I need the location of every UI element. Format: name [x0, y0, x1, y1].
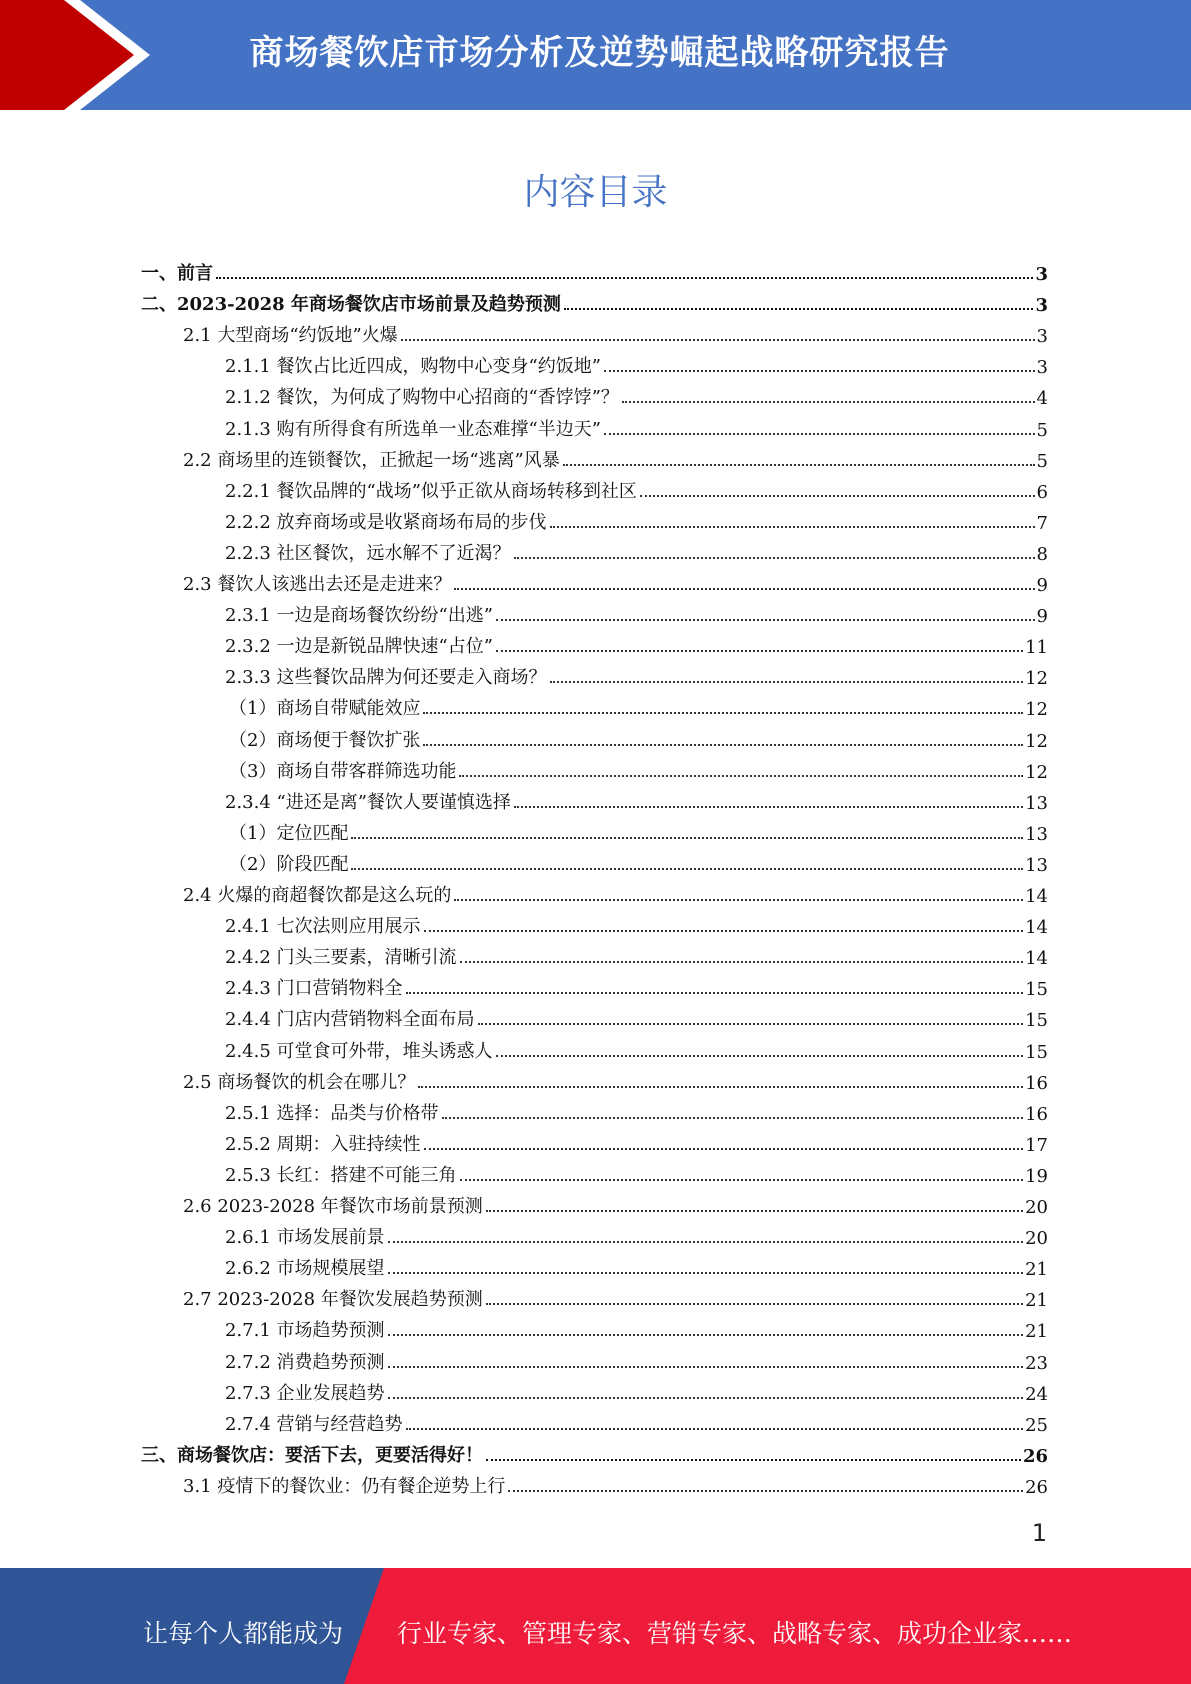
- toc-entry-page: 26: [1022, 1445, 1048, 1467]
- toc-entry[interactable]: [183, 1063, 1048, 1094]
- report-title: 商场餐饮店市场分析及逆势崛起战略研究报告: [249, 33, 950, 73]
- toc-entry-page: 14: [1025, 886, 1048, 907]
- toc-entry-label: 2.4.1 七次法则应用展示: [225, 916, 421, 938]
- toc-entry-label: 2.1 大型商场“约饭地”火爆: [183, 325, 398, 347]
- toc-entry-label: 2.6.1 市场发展前景: [225, 1227, 385, 1249]
- page-header: [0, 0, 1191, 110]
- toc-entry[interactable]: [225, 503, 1048, 534]
- toc-entry-label: 2.7.1 市场趋势预测: [225, 1320, 385, 1342]
- toc-entry-page: 14: [1025, 917, 1048, 939]
- toc-entry-label: 2.3.4 “进还是离”餐饮人要谨慎选择: [225, 791, 511, 813]
- toc-entry-page: 26: [1025, 1476, 1048, 1498]
- toc-entry-page: 23: [1025, 1352, 1048, 1374]
- toc-entry-label: 一、前言: [141, 263, 213, 284]
- toc-entry-page: 5: [1036, 450, 1048, 472]
- toc-dot-leader: [550, 681, 1024, 683]
- toc-entry-page: 21: [1025, 1321, 1048, 1343]
- page-number: 1: [1031, 1519, 1047, 1547]
- toc-dot-leader: [604, 370, 1035, 372]
- toc-entry[interactable]: [183, 565, 1048, 596]
- toc-dot-leader: [351, 837, 1023, 839]
- toc-entry-label: 2.5 商场餐饮的机会在哪儿？: [183, 1071, 416, 1093]
- toc-dot-leader: [550, 526, 1035, 528]
- toc-entry[interactable]: [183, 876, 1048, 907]
- toc-dot-leader: [496, 619, 1035, 621]
- toc-dot-leader: [640, 495, 1035, 497]
- toc-entry[interactable]: [225, 1032, 1048, 1063]
- toc-entry-page: 12: [1025, 668, 1048, 690]
- toc-entry[interactable]: [225, 472, 1048, 503]
- toc-entry-label: （1）定位匹配: [229, 822, 349, 844]
- toc-entry-label: （3）商场自带客群筛选功能: [229, 760, 457, 782]
- toc-entry-page: 20: [1025, 1228, 1048, 1250]
- toc-dot-leader: [459, 775, 1023, 777]
- toc-dot-leader: [351, 868, 1023, 870]
- toc-dot-leader: [514, 806, 1023, 808]
- toc-entry-label: 2.7 2023-2028 年餐饮发展趋势预测: [183, 1289, 483, 1311]
- toc-entry[interactable]: [225, 938, 1048, 969]
- toc-entry-label: 2.3.1 一边是商场餐饮纷纷“出逃”: [225, 605, 493, 627]
- toc-entry[interactable]: [225, 1374, 1048, 1405]
- toc-entry[interactable]: [229, 814, 1048, 845]
- toc-entry[interactable]: [141, 254, 1048, 285]
- toc-entry[interactable]: [225, 347, 1048, 378]
- toc-dot-leader: [454, 899, 1023, 901]
- toc-entry[interactable]: [183, 1187, 1048, 1218]
- toc-dot-leader: [423, 712, 1023, 714]
- toc-dot-leader: [563, 464, 1035, 466]
- toc-dot-leader: [508, 1490, 1023, 1492]
- toc-dot-leader: [460, 961, 1024, 963]
- toc-entry[interactable]: [229, 752, 1048, 783]
- toc-entry-page: 3: [1036, 326, 1048, 348]
- toc-entry[interactable]: [183, 316, 1048, 347]
- toc-entry[interactable]: [229, 689, 1048, 720]
- toc-entry[interactable]: [225, 1125, 1048, 1156]
- toc-entry-label: 2.5.3 长红：搭建不可能三角: [225, 1164, 457, 1186]
- toc-entry-page: 15: [1025, 979, 1048, 1001]
- toc-entry-label: 2.3.2 一边是新锐品牌快速“占位”: [225, 636, 493, 658]
- toc-dot-leader: [460, 1179, 1024, 1181]
- toc-entry-label: 2.2.3 社区餐饮，远水解不了近渴？: [225, 542, 511, 564]
- toc-dot-leader: [423, 744, 1023, 746]
- toc-entry-label: （2）阶段匹配: [229, 853, 349, 875]
- toc-entry[interactable]: [225, 1000, 1048, 1031]
- toc-entry-page: 16: [1025, 1072, 1048, 1094]
- toc-entry-label: 2.2.1 餐饮品牌的“战场”似乎正欲从商场转移到社区: [225, 480, 637, 502]
- toc-entry-page: 15: [1025, 1010, 1048, 1032]
- toc-entry-label: 2.1.3 购有所得食有所选单一业态难撑“半边天”: [225, 418, 601, 440]
- toc-entry-label: 2.2 商场里的连锁餐饮，正掀起一场“逃离”风暴: [183, 449, 560, 471]
- toc-entry-page: 13: [1025, 854, 1048, 876]
- toc-dot-leader: [216, 277, 1033, 279]
- toc-entry[interactable]: [225, 1405, 1048, 1436]
- toc-dot-leader: [406, 992, 1024, 994]
- toc-title: 内容目录: [523, 172, 668, 213]
- toc-entry[interactable]: [141, 1436, 1048, 1467]
- toc-entry-page: 12: [1025, 761, 1048, 783]
- toc-entry-label: 2.7.3 企业发展趋势: [225, 1382, 385, 1404]
- toc-dot-leader: [442, 1117, 1024, 1119]
- toc-entry-page: 9: [1036, 606, 1048, 628]
- toc-dot-leader: [486, 1303, 1023, 1305]
- toc-entry-page: 3: [1036, 357, 1048, 379]
- toc-entry[interactable]: [225, 783, 1048, 814]
- toc-entry-page: 16: [1025, 1103, 1048, 1125]
- toc-entry[interactable]: [225, 1218, 1048, 1249]
- toc-dot-leader: [478, 1023, 1024, 1025]
- toc-entry-label: （2）商场便于餐饮扩张: [229, 729, 421, 751]
- toc-dot-leader: [406, 1428, 1024, 1430]
- toc-entry-page: 19: [1025, 1165, 1048, 1187]
- footer-slogan-right: 行业专家、管理专家、营销专家、战略专家、成功企业家……: [397, 1619, 1073, 1648]
- toc-entry-label: 2.5.2 周期：入驻持续性: [225, 1133, 421, 1155]
- toc-entry[interactable]: [225, 1249, 1048, 1280]
- toc-entry[interactable]: [225, 658, 1048, 689]
- toc-entry[interactable]: [225, 907, 1048, 938]
- toc-entry-page: 3: [1035, 264, 1048, 285]
- toc-entry-label: 2.5.1 选择：品类与价格带: [225, 1102, 439, 1124]
- toc-entry-label: 2.4.4 门店内营销物料全面布局: [225, 1009, 475, 1031]
- toc-entry-label: 2.4.5 可堂食可外带，堆头诱惑人: [225, 1040, 493, 1062]
- toc-dot-leader: [388, 1397, 1024, 1399]
- toc-entry[interactable]: [229, 845, 1048, 876]
- toc-entry-page: 12: [1025, 730, 1048, 752]
- toc-dot-leader: [418, 1086, 1023, 1088]
- toc-entry-page: 7: [1036, 512, 1048, 534]
- toc-entry-label: 2.6 2023-2028 年餐饮市场前景预测: [183, 1196, 483, 1217]
- toc-entry-page: 9: [1036, 575, 1048, 596]
- toc-entry-page: 13: [1025, 823, 1048, 845]
- toc-entry[interactable]: [183, 1280, 1048, 1311]
- toc-entry-label: （1）商场自带赋能效应: [229, 698, 421, 720]
- toc-entry-label: 2.7.4 营销与经营趋势: [225, 1413, 403, 1435]
- toc-entry-label: 2.4.3 门口营销物料全: [225, 978, 403, 1000]
- toc-entry-label: 2.3.3 这些餐饮品牌为何还要走入商场？: [225, 667, 547, 689]
- toc-entry-label: 2.1.1 餐饮占比近四成，购物中心变身“约饭地”: [225, 356, 601, 378]
- toc-dot-leader: [496, 650, 1023, 652]
- toc-dot-leader: [622, 401, 1035, 403]
- toc-entry-page: 21: [1025, 1259, 1048, 1281]
- toc-dot-leader: [496, 1055, 1024, 1057]
- toc-dot-leader: [486, 1210, 1023, 1212]
- toc-dot-leader: [424, 1148, 1024, 1150]
- toc-entry[interactable]: [225, 627, 1048, 658]
- toc-entry[interactable]: [225, 1156, 1048, 1187]
- toc-dot-leader: [604, 433, 1035, 435]
- toc-dot-leader: [388, 1334, 1024, 1336]
- toc-entry[interactable]: [225, 534, 1048, 565]
- toc-dot-leader: [486, 1459, 1021, 1461]
- toc-entry-label: 2.4 火爆的商超餐饮都是这么玩的: [183, 885, 452, 906]
- toc-dot-leader: [388, 1272, 1024, 1274]
- toc-entry-page: 4: [1036, 388, 1048, 410]
- toc-entry[interactable]: [225, 378, 1048, 409]
- toc-entry[interactable]: [225, 1311, 1048, 1342]
- toc-dot-leader: [514, 557, 1035, 559]
- toc-entry-label: 2.3 餐饮人该逃出去还是走进来？: [183, 574, 452, 595]
- toc-entry-page: 5: [1036, 419, 1048, 441]
- toc-entry[interactable]: [183, 441, 1048, 472]
- toc-entry-page: 14: [1025, 948, 1048, 970]
- toc-dot-leader: [454, 588, 1034, 590]
- toc-entry-page: 15: [1025, 1041, 1048, 1063]
- toc-entry[interactable]: [183, 1467, 1048, 1498]
- toc-entry-label: 2.1.2 餐饮，为何成了购物中心招商的“香饽饽”？: [225, 387, 619, 409]
- toc-dot-leader: [388, 1241, 1024, 1243]
- toc-entry-page: 21: [1025, 1290, 1048, 1312]
- toc-entry-page: 13: [1025, 792, 1048, 814]
- toc-entry-label: 三、商场餐饮店：要活下去，更要活得好！: [141, 1444, 483, 1466]
- toc-dot-leader: [401, 339, 1035, 341]
- toc-dot-leader: [388, 1366, 1024, 1368]
- toc-entry-page: 12: [1025, 699, 1048, 721]
- toc-dot-leader: [424, 930, 1024, 932]
- toc-entry-label: 2.2.2 放弃商场或是收紧商场布局的步伐: [225, 511, 547, 533]
- toc-dot-leader: [564, 308, 1034, 310]
- toc-entry-page: 20: [1025, 1197, 1048, 1218]
- toc-entry[interactable]: [141, 285, 1048, 316]
- toc-entry[interactable]: [229, 721, 1048, 752]
- toc-entry-label: 2.7.2 消费趋势预测: [225, 1351, 385, 1373]
- toc-entry[interactable]: [225, 410, 1048, 441]
- toc-entry-label: 3.1 疫情下的餐饮业：仍有餐企逆势上行: [183, 1475, 506, 1497]
- toc-entry-page: 25: [1025, 1414, 1048, 1436]
- toc-entry[interactable]: [225, 596, 1048, 627]
- toc-entry-label: 2.4.2 门头三要素，清晰引流: [225, 947, 457, 969]
- footer-slogan-left: 让每个人都能成为: [143, 1619, 344, 1648]
- toc-entry[interactable]: [225, 1094, 1048, 1125]
- toc-entry[interactable]: [225, 969, 1048, 1000]
- toc-entry-label: 2.6.2 市场规模展望: [225, 1258, 385, 1280]
- toc-entry[interactable]: [225, 1343, 1048, 1374]
- toc-entry-page: 17: [1025, 1134, 1048, 1156]
- toc-entry-page: 8: [1036, 543, 1048, 565]
- toc-entry-page: 6: [1036, 481, 1048, 503]
- toc-entry-label: 二、2023-2028 年商场餐饮店市场前景及趋势预测: [141, 294, 561, 316]
- toc-entry-page: 11: [1025, 637, 1048, 659]
- toc-entry-page: 3: [1035, 295, 1048, 317]
- toc-entry-page: 24: [1025, 1383, 1048, 1405]
